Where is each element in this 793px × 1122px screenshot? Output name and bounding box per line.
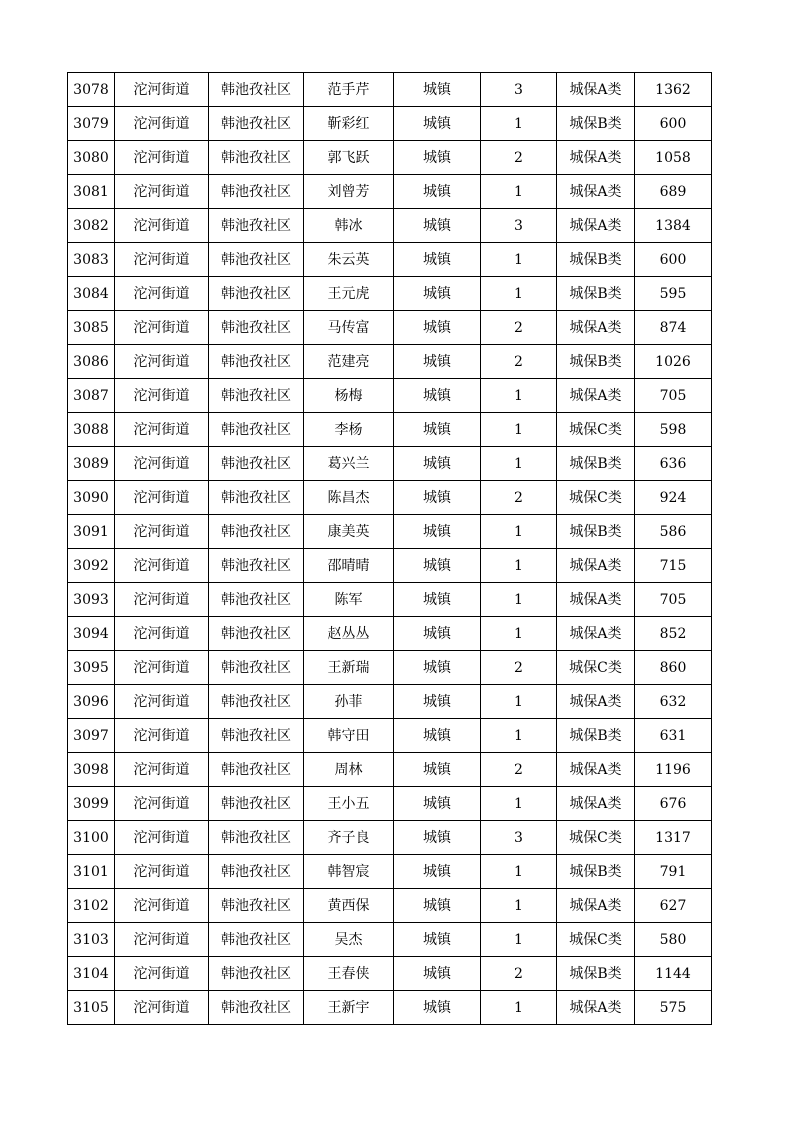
name-cell: 靳彩红: [304, 107, 394, 141]
area-type-cell: 城镇: [394, 719, 481, 753]
table-row: [68, 481, 712, 515]
serial-number-cell: 3100: [68, 821, 115, 855]
name-cell: 韩守田: [304, 719, 394, 753]
household-size-cell: 1: [481, 413, 557, 447]
insurance-category-cell: 城保A类: [557, 991, 635, 1025]
household-size-cell: 1: [481, 719, 557, 753]
community-cell: 韩池孜社区: [209, 651, 304, 685]
amount-cell: 631: [635, 719, 712, 753]
insurance-category-cell: 城保A类: [557, 141, 635, 175]
subdistrict-cell: 沱河街道: [115, 243, 209, 277]
community-cell: 韩池孜社区: [209, 617, 304, 651]
serial-number-cell: 3094: [68, 617, 115, 651]
amount-cell: 1317: [635, 821, 712, 855]
name-cell: 郭飞跃: [304, 141, 394, 175]
insurance-category-cell: 城保A类: [557, 787, 635, 821]
household-size-cell: 2: [481, 345, 557, 379]
insurance-category-cell: 城保A类: [557, 175, 635, 209]
serial-number-cell: 3083: [68, 243, 115, 277]
community-cell: 韩池孜社区: [209, 379, 304, 413]
community-cell: 韩池孜社区: [209, 685, 304, 719]
serial-number-cell: 3102: [68, 889, 115, 923]
serial-number-cell: 3099: [68, 787, 115, 821]
area-type-cell: 城镇: [394, 753, 481, 787]
area-type-cell: 城镇: [394, 141, 481, 175]
name-cell: 周林: [304, 753, 394, 787]
subdistrict-cell: 沱河街道: [115, 141, 209, 175]
insurance-category-cell: 城保C类: [557, 413, 635, 447]
subdistrict-cell: 沱河街道: [115, 515, 209, 549]
community-cell: 韩池孜社区: [209, 787, 304, 821]
serial-number-cell: 3103: [68, 923, 115, 957]
subdistrict-cell: 沱河街道: [115, 923, 209, 957]
household-size-cell: 2: [481, 957, 557, 991]
area-type-cell: 城镇: [394, 345, 481, 379]
community-cell: 韩池孜社区: [209, 175, 304, 209]
table-row: [68, 311, 712, 345]
name-cell: 韩智宸: [304, 855, 394, 889]
amount-cell: 1362: [635, 73, 712, 107]
area-type-cell: 城镇: [394, 209, 481, 243]
community-cell: 韩池孜社区: [209, 991, 304, 1025]
household-size-cell: 3: [481, 73, 557, 107]
name-cell: 黄西保: [304, 889, 394, 923]
name-cell: 刘曾芳: [304, 175, 394, 209]
serial-number-cell: 3097: [68, 719, 115, 753]
table-row: [68, 923, 712, 957]
community-cell: 韩池孜社区: [209, 821, 304, 855]
subdistrict-cell: 沱河街道: [115, 889, 209, 923]
insurance-category-cell: 城保B类: [557, 243, 635, 277]
subdistrict-cell: 沱河街道: [115, 991, 209, 1025]
subdistrict-cell: 沱河街道: [115, 311, 209, 345]
area-type-cell: 城镇: [394, 617, 481, 651]
serial-number-cell: 3098: [68, 753, 115, 787]
community-cell: 韩池孜社区: [209, 141, 304, 175]
table-row: [68, 617, 712, 651]
area-type-cell: 城镇: [394, 175, 481, 209]
community-cell: 韩池孜社区: [209, 481, 304, 515]
insurance-category-cell: 城保A类: [557, 617, 635, 651]
amount-cell: 1026: [635, 345, 712, 379]
area-type-cell: 城镇: [394, 651, 481, 685]
community-cell: 韩池孜社区: [209, 107, 304, 141]
community-cell: 韩池孜社区: [209, 923, 304, 957]
area-type-cell: 城镇: [394, 923, 481, 957]
insurance-category-cell: 城保C类: [557, 481, 635, 515]
insurance-category-cell: 城保A类: [557, 583, 635, 617]
serial-number-cell: 3089: [68, 447, 115, 481]
name-cell: 王新瑞: [304, 651, 394, 685]
table-row: [68, 855, 712, 889]
insurance-category-cell: 城保C类: [557, 651, 635, 685]
amount-cell: 715: [635, 549, 712, 583]
amount-cell: 874: [635, 311, 712, 345]
area-type-cell: 城镇: [394, 277, 481, 311]
insurance-category-cell: 城保B类: [557, 447, 635, 481]
amount-cell: 852: [635, 617, 712, 651]
serial-number-cell: 3086: [68, 345, 115, 379]
household-size-cell: 1: [481, 617, 557, 651]
subdistrict-cell: 沱河街道: [115, 719, 209, 753]
community-cell: 韩池孜社区: [209, 753, 304, 787]
area-type-cell: 城镇: [394, 685, 481, 719]
serial-number-cell: 3082: [68, 209, 115, 243]
community-cell: 韩池孜社区: [209, 957, 304, 991]
table-row: [68, 583, 712, 617]
household-size-cell: 2: [481, 481, 557, 515]
subdistrict-cell: 沱河街道: [115, 685, 209, 719]
area-type-cell: 城镇: [394, 549, 481, 583]
household-size-cell: 1: [481, 889, 557, 923]
household-size-cell: 1: [481, 515, 557, 549]
serial-number-cell: 3087: [68, 379, 115, 413]
name-cell: 康美英: [304, 515, 394, 549]
household-size-cell: 1: [481, 549, 557, 583]
table-row: [68, 991, 712, 1025]
name-cell: 杨梅: [304, 379, 394, 413]
subdistrict-cell: 沱河街道: [115, 107, 209, 141]
insurance-category-cell: 城保A类: [557, 753, 635, 787]
insurance-category-cell: 城保B类: [557, 719, 635, 753]
table-row: [68, 73, 712, 107]
community-cell: 韩池孜社区: [209, 515, 304, 549]
insurance-category-cell: 城保C类: [557, 923, 635, 957]
name-cell: 齐子良: [304, 821, 394, 855]
household-size-cell: 1: [481, 379, 557, 413]
area-type-cell: 城镇: [394, 855, 481, 889]
community-cell: 韩池孜社区: [209, 855, 304, 889]
household-size-cell: 3: [481, 821, 557, 855]
subdistrict-cell: 沱河街道: [115, 277, 209, 311]
community-cell: 韩池孜社区: [209, 277, 304, 311]
subdistrict-cell: 沱河街道: [115, 651, 209, 685]
community-cell: 韩池孜社区: [209, 549, 304, 583]
serial-number-cell: 3080: [68, 141, 115, 175]
name-cell: 王春侠: [304, 957, 394, 991]
household-size-cell: 1: [481, 923, 557, 957]
household-size-cell: 1: [481, 855, 557, 889]
amount-cell: 580: [635, 923, 712, 957]
table-row: [68, 787, 712, 821]
area-type-cell: 城镇: [394, 107, 481, 141]
serial-number-cell: 3105: [68, 991, 115, 1025]
subdistrict-cell: 沱河街道: [115, 447, 209, 481]
subdistrict-cell: 沱河街道: [115, 481, 209, 515]
table-row: [68, 957, 712, 991]
subdistrict-cell: 沱河街道: [115, 617, 209, 651]
subdistrict-cell: 沱河街道: [115, 73, 209, 107]
amount-cell: 595: [635, 277, 712, 311]
household-size-cell: 2: [481, 311, 557, 345]
subdistrict-cell: 沱河街道: [115, 209, 209, 243]
subdistrict-cell: 沱河街道: [115, 821, 209, 855]
insurance-category-cell: 城保B类: [557, 107, 635, 141]
insurance-category-cell: 城保B类: [557, 345, 635, 379]
subdistrict-cell: 沱河街道: [115, 549, 209, 583]
household-size-cell: 2: [481, 651, 557, 685]
insurance-category-cell: 城保A类: [557, 549, 635, 583]
roster-body: [68, 73, 712, 1025]
amount-cell: 598: [635, 413, 712, 447]
community-cell: 韩池孜社区: [209, 311, 304, 345]
table-row: [68, 413, 712, 447]
area-type-cell: 城镇: [394, 787, 481, 821]
table-row: [68, 345, 712, 379]
household-size-cell: 1: [481, 685, 557, 719]
serial-number-cell: 3101: [68, 855, 115, 889]
table-row: [68, 889, 712, 923]
insurance-category-cell: 城保B类: [557, 277, 635, 311]
table-row: [68, 719, 712, 753]
serial-number-cell: 3093: [68, 583, 115, 617]
amount-cell: 636: [635, 447, 712, 481]
serial-number-cell: 3096: [68, 685, 115, 719]
household-size-cell: 3: [481, 209, 557, 243]
community-cell: 韩池孜社区: [209, 583, 304, 617]
subdistrict-cell: 沱河街道: [115, 855, 209, 889]
area-type-cell: 城镇: [394, 73, 481, 107]
name-cell: 朱云英: [304, 243, 394, 277]
insurance-category-cell: 城保A类: [557, 889, 635, 923]
household-size-cell: 2: [481, 753, 557, 787]
roster-table: [67, 72, 712, 1025]
insurance-category-cell: 城保A类: [557, 311, 635, 345]
subdistrict-cell: 沱河街道: [115, 753, 209, 787]
subdistrict-cell: 沱河街道: [115, 957, 209, 991]
table-row: [68, 243, 712, 277]
table-row: [68, 175, 712, 209]
area-type-cell: 城镇: [394, 481, 481, 515]
community-cell: 韩池孜社区: [209, 447, 304, 481]
community-cell: 韩池孜社区: [209, 73, 304, 107]
table-row: [68, 515, 712, 549]
table-row: [68, 209, 712, 243]
name-cell: 葛兴兰: [304, 447, 394, 481]
name-cell: 孙菲: [304, 685, 394, 719]
area-type-cell: 城镇: [394, 889, 481, 923]
serial-number-cell: 3088: [68, 413, 115, 447]
area-type-cell: 城镇: [394, 311, 481, 345]
table-row: [68, 821, 712, 855]
serial-number-cell: 3092: [68, 549, 115, 583]
subdistrict-cell: 沱河街道: [115, 379, 209, 413]
name-cell: 陈昌杰: [304, 481, 394, 515]
area-type-cell: 城镇: [394, 243, 481, 277]
area-type-cell: 城镇: [394, 821, 481, 855]
amount-cell: 689: [635, 175, 712, 209]
table-row: [68, 277, 712, 311]
table-row: [68, 651, 712, 685]
name-cell: 马传富: [304, 311, 394, 345]
subdistrict-cell: 沱河街道: [115, 583, 209, 617]
amount-cell: 586: [635, 515, 712, 549]
name-cell: 范手芹: [304, 73, 394, 107]
name-cell: 王元虎: [304, 277, 394, 311]
insurance-category-cell: 城保A类: [557, 73, 635, 107]
table-row: [68, 549, 712, 583]
insurance-category-cell: 城保A类: [557, 209, 635, 243]
community-cell: 韩池孜社区: [209, 889, 304, 923]
household-size-cell: 2: [481, 141, 557, 175]
name-cell: 陈军: [304, 583, 394, 617]
amount-cell: 1384: [635, 209, 712, 243]
serial-number-cell: 3091: [68, 515, 115, 549]
subdistrict-cell: 沱河街道: [115, 413, 209, 447]
amount-cell: 924: [635, 481, 712, 515]
name-cell: 王新宇: [304, 991, 394, 1025]
table-row: [68, 685, 712, 719]
insurance-category-cell: 城保B类: [557, 957, 635, 991]
amount-cell: 600: [635, 107, 712, 141]
household-size-cell: 1: [481, 277, 557, 311]
amount-cell: 632: [635, 685, 712, 719]
insurance-category-cell: 城保A类: [557, 379, 635, 413]
serial-number-cell: 3085: [68, 311, 115, 345]
name-cell: 吴杰: [304, 923, 394, 957]
name-cell: 邵晴晴: [304, 549, 394, 583]
table-row: [68, 753, 712, 787]
area-type-cell: 城镇: [394, 413, 481, 447]
household-size-cell: 1: [481, 175, 557, 209]
insurance-category-cell: 城保A类: [557, 685, 635, 719]
area-type-cell: 城镇: [394, 583, 481, 617]
household-size-cell: 1: [481, 243, 557, 277]
table-row: [68, 141, 712, 175]
amount-cell: 705: [635, 379, 712, 413]
amount-cell: 1058: [635, 141, 712, 175]
name-cell: 王小五: [304, 787, 394, 821]
insurance-category-cell: 城保B类: [557, 515, 635, 549]
amount-cell: 676: [635, 787, 712, 821]
area-type-cell: 城镇: [394, 957, 481, 991]
amount-cell: 1196: [635, 753, 712, 787]
subdistrict-cell: 沱河街道: [115, 345, 209, 379]
insurance-category-cell: 城保B类: [557, 855, 635, 889]
table-row: [68, 379, 712, 413]
table-row: [68, 447, 712, 481]
household-size-cell: 1: [481, 991, 557, 1025]
amount-cell: 1144: [635, 957, 712, 991]
household-size-cell: 1: [481, 583, 557, 617]
serial-number-cell: 3084: [68, 277, 115, 311]
area-type-cell: 城镇: [394, 515, 481, 549]
serial-number-cell: 3079: [68, 107, 115, 141]
community-cell: 韩池孜社区: [209, 345, 304, 379]
amount-cell: 575: [635, 991, 712, 1025]
subdistrict-cell: 沱河街道: [115, 175, 209, 209]
household-size-cell: 1: [481, 447, 557, 481]
subdistrict-cell: 沱河街道: [115, 787, 209, 821]
name-cell: 赵丛丛: [304, 617, 394, 651]
community-cell: 韩池孜社区: [209, 209, 304, 243]
serial-number-cell: 3081: [68, 175, 115, 209]
amount-cell: 600: [635, 243, 712, 277]
community-cell: 韩池孜社区: [209, 413, 304, 447]
serial-number-cell: 3104: [68, 957, 115, 991]
amount-cell: 705: [635, 583, 712, 617]
household-size-cell: 1: [481, 787, 557, 821]
amount-cell: 627: [635, 889, 712, 923]
table-row: [68, 107, 712, 141]
insurance-category-cell: 城保C类: [557, 821, 635, 855]
area-type-cell: 城镇: [394, 991, 481, 1025]
name-cell: 李杨: [304, 413, 394, 447]
amount-cell: 860: [635, 651, 712, 685]
serial-number-cell: 3078: [68, 73, 115, 107]
serial-number-cell: 3095: [68, 651, 115, 685]
amount-cell: 791: [635, 855, 712, 889]
area-type-cell: 城镇: [394, 447, 481, 481]
household-size-cell: 1: [481, 107, 557, 141]
serial-number-cell: 3090: [68, 481, 115, 515]
name-cell: 韩冰: [304, 209, 394, 243]
community-cell: 韩池孜社区: [209, 243, 304, 277]
area-type-cell: 城镇: [394, 379, 481, 413]
community-cell: 韩池孜社区: [209, 719, 304, 753]
name-cell: 范建亮: [304, 345, 394, 379]
